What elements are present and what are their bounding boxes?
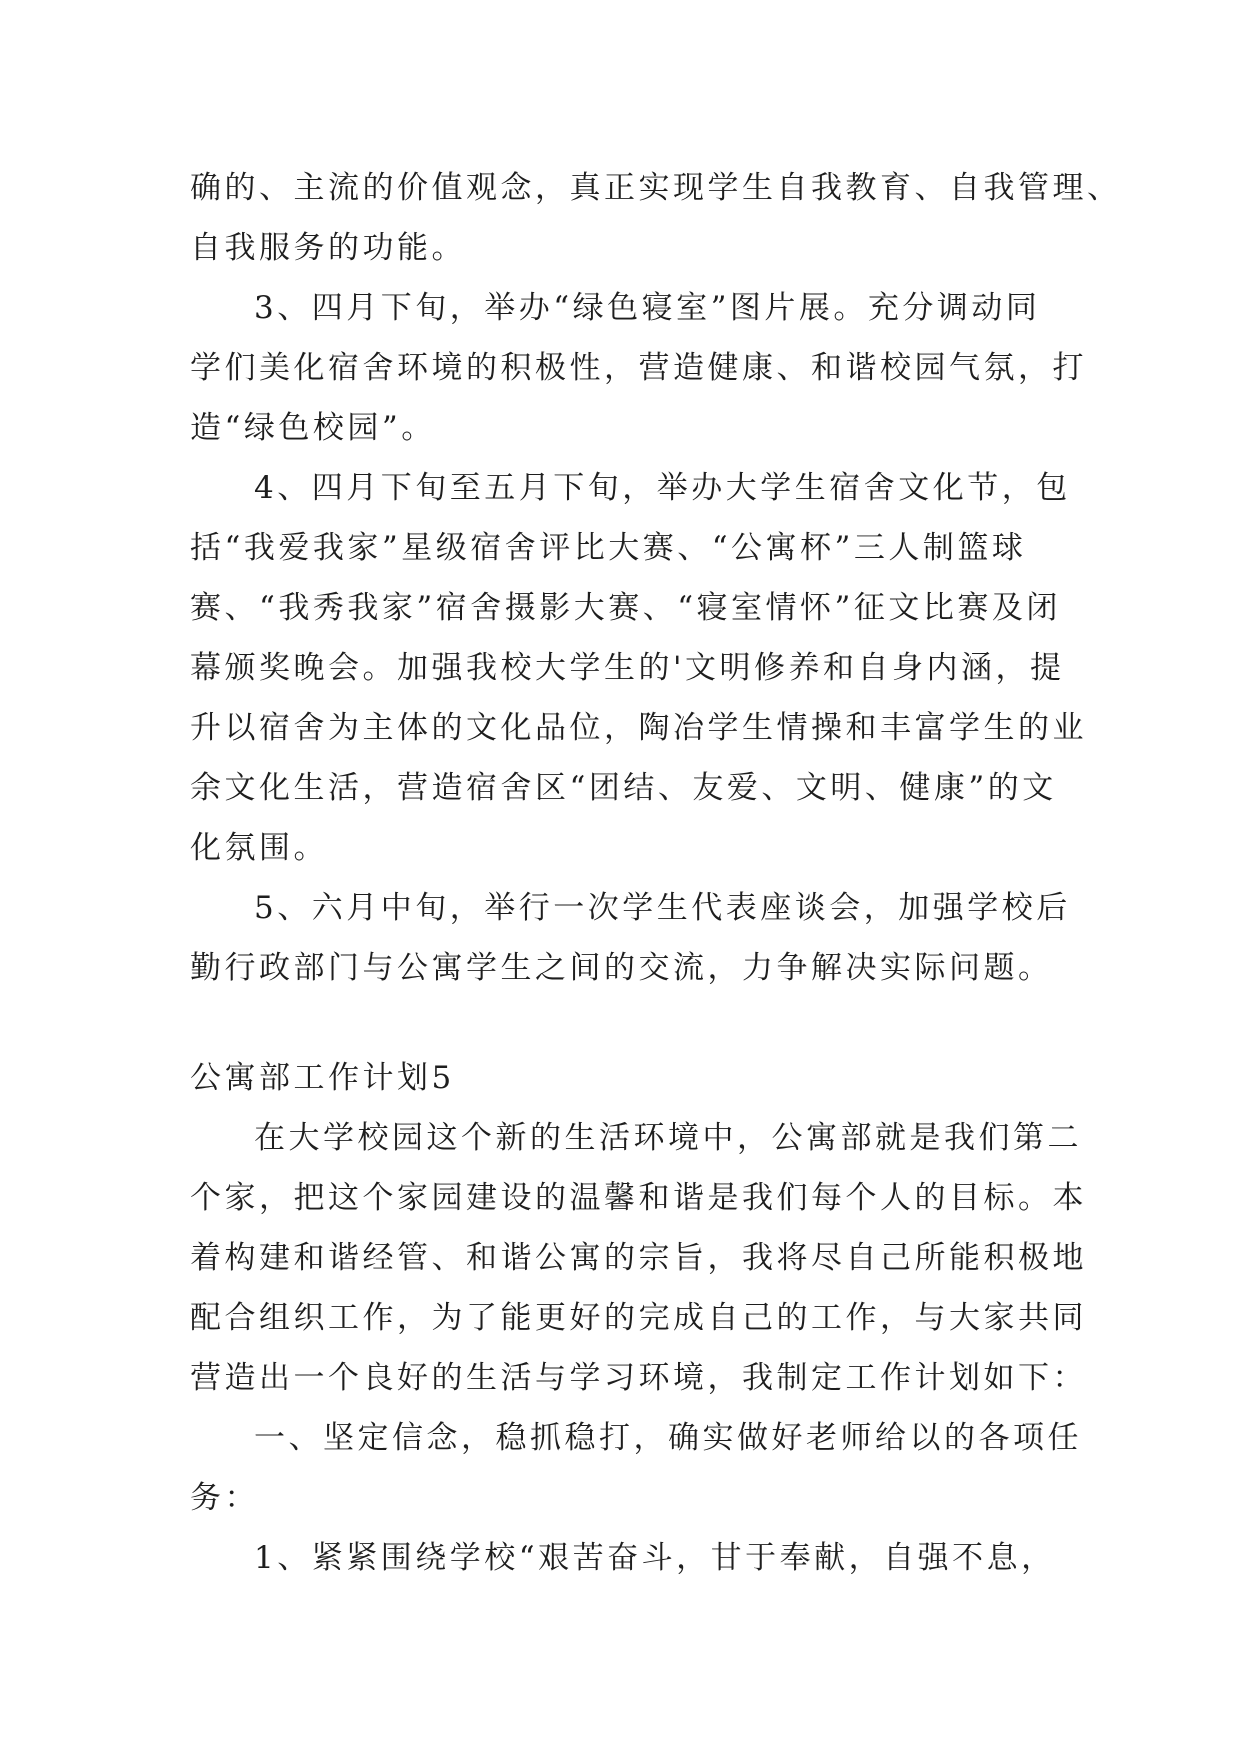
text-line: 在大学校园这个新的生活环境中，公寓部就是我们第二 xyxy=(254,1120,1082,1156)
text-line: 营造出一个良好的生活与学习环境，我制定工作计划如下： xyxy=(190,1360,1087,1396)
document-body xyxy=(190,158,1122,1588)
text-line: 化氛围。 xyxy=(190,830,328,866)
text-line: 确的、主流的价值观念，真正实现学生自我教育、自我管理、 xyxy=(190,170,1122,206)
text-line: 4、四月下旬至五月下旬，举办大学生宿舍文化节，包 xyxy=(254,470,1071,506)
text-line: 勤行政部门与公寓学生之间的交流，力争解决实际问题。 xyxy=(190,950,1053,986)
text-line: 3、四月下旬，举办“绿色寝室”图片展。充分调动同 xyxy=(254,290,1041,326)
text-line: 赛、“我秀我家”宿舍摄影大赛、“寝室情怀”征文比赛及闭 xyxy=(190,590,1061,626)
text-line: 自我服务的功能。 xyxy=(190,230,466,266)
section-gap xyxy=(190,998,1060,1048)
text-line: 升以宿舍为主体的文化品位，陶冶学生情操和丰富学生的业 xyxy=(190,710,1087,746)
text-line: 幕颁奖晚会。加强我校大学生的'文明修养和自身内涵，提 xyxy=(190,650,1065,686)
text-line: 配合组织工作，为了能更好的完成自己的工作，与大家共同 xyxy=(190,1300,1087,1336)
text-line: 学们美化宿舍环境的积极性，营造健康、和谐校园气氛，打 xyxy=(190,350,1087,386)
section-title: 公寓部工作计划5 xyxy=(190,1060,455,1096)
text-line: 余文化生活，营造宿舍区“团结、友爱、文明、健康”的文 xyxy=(190,770,1057,806)
text-line: 造“绿色校园”。 xyxy=(190,410,436,446)
text-line: 括“我爱我家”星级宿舍评比大赛、“公寓杯”三人制篮球 xyxy=(190,530,1027,566)
text-line: 1、紧紧围绕学校“艰苦奋斗，甘于奉献，自强不息， xyxy=(254,1540,1056,1576)
text-line: 一、坚定信念，稳抓稳打，确实做好老师给以的各项任 xyxy=(254,1420,1082,1456)
text-line: 务： xyxy=(190,1480,259,1516)
text-line: 5、六月中旬，举行一次学生代表座谈会，加强学校后 xyxy=(254,890,1071,926)
text-line: 着构建和谐经管、和谐公寓的宗旨，我将尽自己所能积极地 xyxy=(190,1240,1087,1276)
text-line: 个家，把这个家园建设的温馨和谐是我们每个人的目标。本 xyxy=(190,1180,1087,1216)
